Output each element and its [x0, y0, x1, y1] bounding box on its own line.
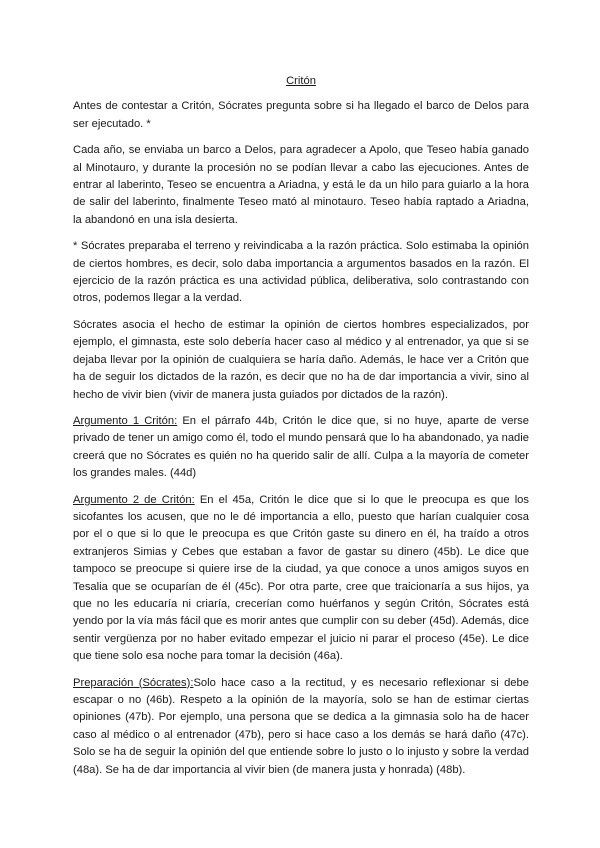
paragraph-delos-context	[73, 142, 529, 229]
section-heading: Argumento 2 de Critón:	[73, 493, 195, 506]
paragraph-specialists	[73, 317, 529, 404]
paragraph-text: Cada año, se enviaba un barco a Delos, para agradecer a Apolo, que Teseo había ganado al Minotauro, y durante la procesión no se podían llevar a cabo las ejecuciones. Antes de entrar al laberinto, Teseo se encuentra a Ariadna, y está le da un hilo para guiarlo a la hora de salir del laberinto, finalmente Teseo mató al minotauro. Teseo había raptado a Ariadna, la abandonó en una isla desierta.	[73, 144, 529, 226]
paragraph-text: Antes de contestar a Critón, Sócrates pregunta sobre si ha llegado el barco de Delos para ser ejecutado. *	[73, 100, 529, 130]
paragraph-text: Solo hace caso a la rectitud, y es necesario reflexionar si debe escapar o no (46b). Respeto a la opinión de la mayoría, solo se han de estimar ciertas opiniones (47b). Por ejemplo, una persona que se dedica a la gimnasia solo ha de hacer caso al médico o al entrenador (47b), pero si hace caso a los demás se hará daño (47c). Solo se ha de seguir la opinión del que entiende sobre lo justo o lo injusto y sobre la verdad (48a). Se ha de dar importancia al vivir bien (de manera justa y honrada) (48b).	[73, 676, 529, 776]
paragraph-text: En el 45a, Critón le dice que si lo que le preocupa es que los sicofantes los acusen, que no le dé importancia a ello, puesto que harían cualquier cosa por el o que si lo que le preocupa es que Critón gaste su dinero en él, ha traído a otros extranjeros Simias y Cebes que estaban a favor de gastar su dinero (45b). Le dice que tampoco se preocupe si quiere irse de la ciudad, ya que conoce a unos amigos suyos en Tesalia que se ocuparían de él (45c). Por otra parte, cree que traicionaría a sus hijos, ya que no les educaría ni criaría, crecerían como huérfanos y según Critón, Sócrates está yendo por la vía más fácil que es morir antes que cumplir con su deber (45d). Además, dice sentir vergüenza por no haber evitado empezar el juicio ni parar el proceso (45e). Le dice que tiene solo esa noche para tomar la decisión (46a).	[73, 493, 529, 663]
paragraph-intro	[73, 98, 529, 133]
paragraph-text: * Sócrates preparaba el terreno y reivindicaba a la razón práctica. Solo estimaba la opinión de ciertos hombres, es decir, solo daba importancia a argumentos basados en la razón. El ejercicio de la razón práctica es una actividad pública, deliberativa, solo contrastando con otros, podemos llegar a la verdad.	[73, 240, 529, 305]
section-heading: Preparación (Sócrates):	[73, 676, 194, 689]
paragraph-practical-reason	[73, 238, 529, 308]
paragraph-argument-1	[73, 413, 529, 483]
paragraph-preparation	[73, 675, 529, 779]
document-title: Critón	[286, 75, 316, 87]
paragraph-text: En el párrafo 44b, Critón le dice que, si no huye, aparte de verse privado de tener un amigo como él, todo el mundo pensará que lo ha abandonado, ya nadie creerá que no Sócrates es quién no ha querido salir de allí. Culpa a la mayoría de cometer los grandes males. (44d)	[73, 414, 529, 480]
paragraph-argument-2	[73, 492, 529, 666]
paragraph-text: Sócrates asocia el hecho de estimar la opinión de ciertos hombres especializados, por ejemplo, el gimnasta, este solo debería hacer caso al médico y al entrenador, ya que si se dejaba llevar por la opinión de cualquiera se haría daño. Además, le hace ver a Critón que ha de seguir los dictados de la razón, es decir que no ha de dar importancia a vivir, sino al hecho de vivir bien (vivir de manera justa guiados por dictados de la razón).	[73, 318, 529, 401]
document-page	[73, 73, 529, 788]
section-heading: Argumento 1 Critón:	[73, 414, 178, 427]
